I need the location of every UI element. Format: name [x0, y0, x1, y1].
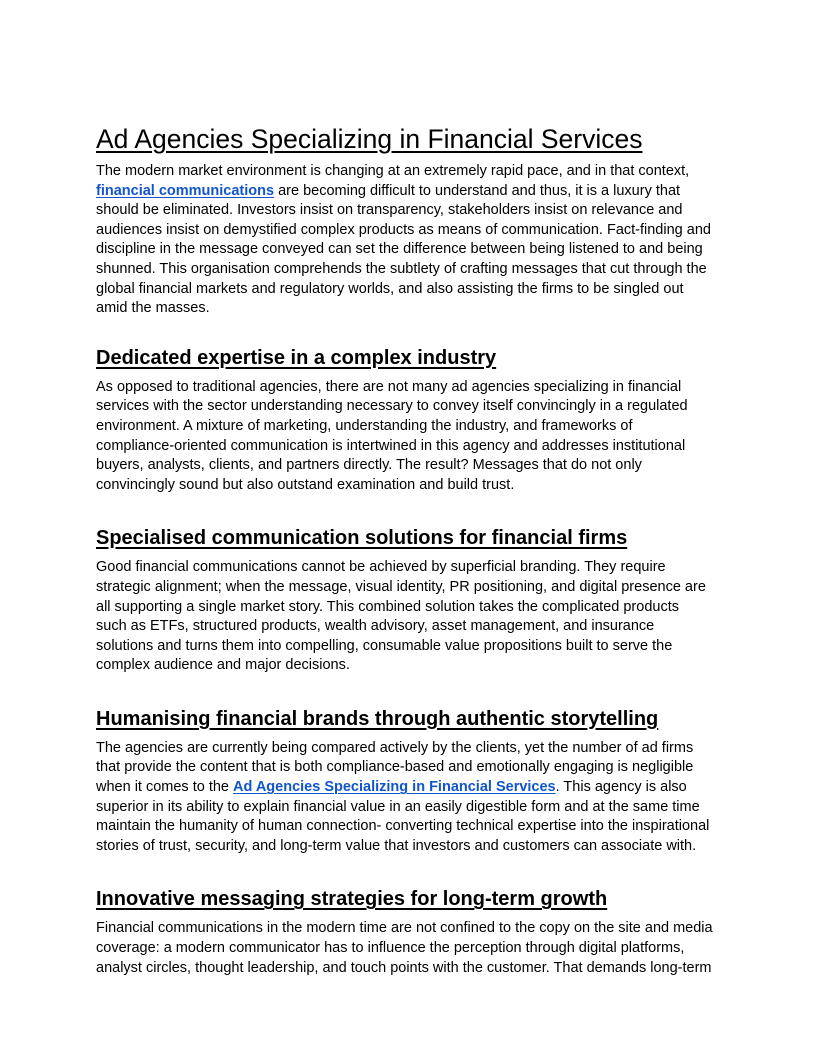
solutions-line-6: complex audience and major decisions.: [96, 657, 350, 674]
intro-line-4: audiences insist on demystified complex products as means of communication. Fact-finding and: [96, 221, 711, 238]
intro-line-3: should be eliminated. Investors insist on transparency, stakeholders insist on relevance and: [96, 202, 683, 219]
intro-line-2-rest: are becoming difficult to understand and thus, it is a luxury that: [274, 182, 681, 199]
solutions-line-1: Good financial communications cannot be achieved by superficial branding. They require: [96, 559, 666, 576]
growth-line-2: coverage: a modern communicator has to influence the perception through digital platforms,: [96, 940, 685, 957]
section-paragraph-expertise: [96, 378, 722, 496]
section-heading-growth: Innovative messaging strategies for long-term growth: [96, 888, 608, 911]
document-page: [96, 120, 722, 978]
storytelling-line-2: that provide the content that is both compliance-based and emotionally engaging is negligible: [96, 759, 694, 776]
expertise-line-3: environment. A mixture of marketing, understanding the industry, and frameworks of: [96, 417, 633, 434]
storytelling-line-3-post: . This agency is also: [555, 779, 687, 796]
intro-line-8: amid the masses.: [96, 300, 210, 317]
section-paragraph-storytelling: [96, 739, 722, 857]
solutions-line-2: strategic alignment; when the message, visual identity, PR positioning, and digital presence are: [96, 578, 706, 595]
intro-line-7: global financial markets and regulatory worlds, and also assisting the firms to be singled out: [96, 280, 684, 297]
storytelling-line-5: maintain the humanity of human connection- converting technical expertise into the inspirational: [96, 818, 710, 835]
expertise-line-4: compliance-oriented communication is intertwined in this agency and addresses institutional: [96, 437, 686, 454]
section-heading-storytelling: Humanising financial brands through authentic storytelling: [96, 707, 659, 730]
expertise-line-2: services with the sector understanding necessary to convey itself convincingly in a regulated: [96, 398, 688, 415]
section-paragraph-growth: [96, 919, 722, 978]
document-title: Ad Agencies Specializing in Financial Services: [96, 124, 643, 154]
expertise-line-6: convincingly sound but also outstand examination and build trust.: [96, 476, 515, 493]
intro-line-1: The modern market environment is changing at an extremely rapid pace, and in that context,: [96, 163, 690, 179]
solutions-line-3: all supporting a single market story. This combined solution takes the complicated products: [96, 598, 679, 615]
growth-line-3: analyst circles, thought leadership, and touch points with the customer. That demands long-term: [96, 959, 712, 976]
solutions-line-5: solutions and turns them into compelling, consumable value propositions built to serve the: [96, 637, 673, 654]
solutions-line-4: such as ETFs, structured products, wealth advisory, asset management, and insurance: [96, 618, 655, 635]
expertise-line-5: buyers, analysts, clients, and partners directly. The result? Messages that do not only: [96, 457, 642, 474]
storytelling-line-3-pre: when it comes to the: [96, 779, 234, 796]
intro-line-2: [96, 182, 722, 202]
section-heading-expertise: Dedicated expertise in a complex industry: [96, 346, 497, 369]
section-paragraph-solutions: [96, 558, 722, 676]
intro-paragraph: [96, 162, 722, 319]
growth-line-1: Financial communications in the modern time are not confined to the copy on the site and media: [96, 920, 713, 937]
expertise-line-1: As opposed to traditional agencies, there are not many ad agencies specializing in financial: [96, 378, 682, 395]
storytelling-line-4: superior in its ability to explain financial value in an easily digestible form and at the same time: [96, 798, 700, 815]
financial-communications-link[interactable]: financial communications: [96, 182, 275, 199]
storytelling-line-6: stories of trust, security, and long-term value that investors and customers can associate with.: [96, 837, 697, 854]
ad-agencies-link[interactable]: Ad Agencies Specializing in Financial Services: [233, 779, 556, 796]
storytelling-line-3: [96, 778, 722, 798]
intro-line-6: shunned. This organisation comprehends the subtlety of crafting messages that cut through the: [96, 260, 707, 277]
storytelling-line-1: The agencies are currently being compared actively by the clients, yet the number of ad firms: [96, 739, 694, 756]
section-heading-solutions: Specialised communication solutions for financial firms: [96, 527, 628, 550]
intro-line-5: discipline in the message conveyed can set the difference between being listened to and being: [96, 241, 703, 258]
